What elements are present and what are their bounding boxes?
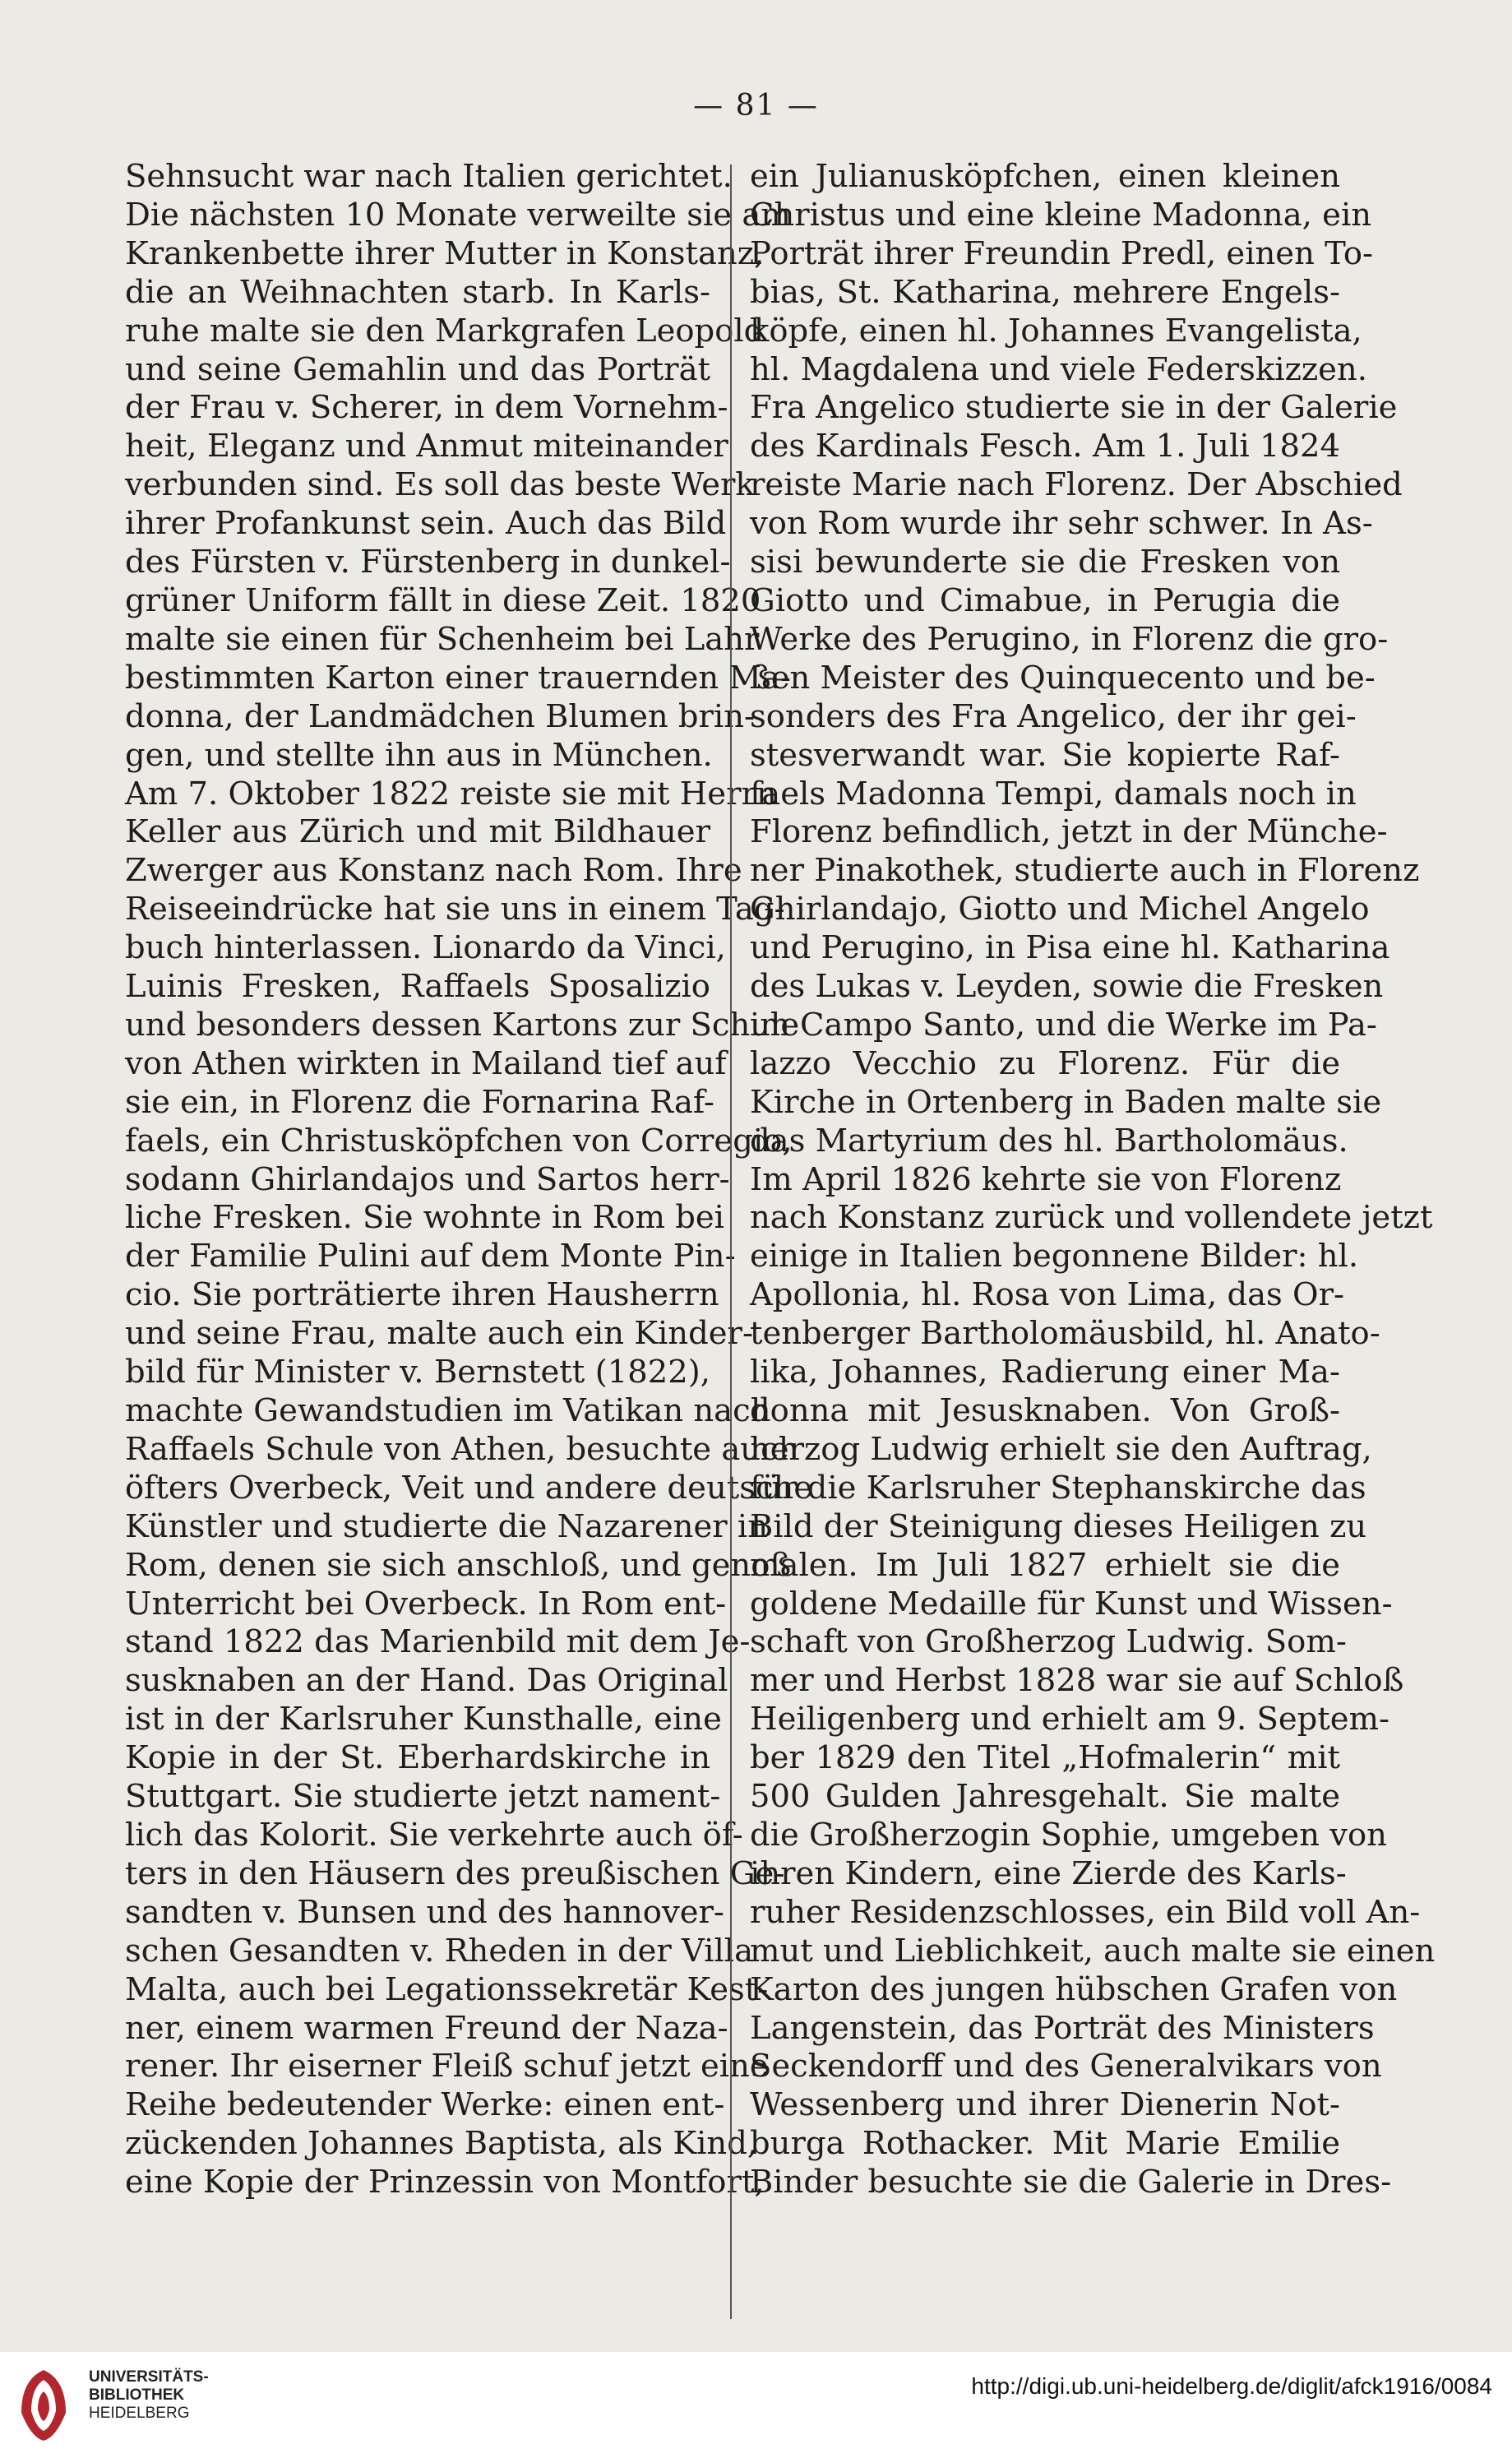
text-line: donna, der Landmädchen Blumen brin- [125, 697, 756, 735]
text-line: Porträt ihrer Freundin Predl, einen To- [750, 234, 1374, 272]
text-line: und Perugino, in Pisa eine hl. Katharina [750, 929, 1390, 967]
text-line: einige in Italien begonnene Bilder: hl. [750, 1238, 1359, 1275]
text-line: die an Weihnachten starb. In Karls- [125, 273, 710, 311]
text-line: machte Gewandstudien im Vatikan nach [125, 1392, 771, 1429]
text-line: verbunden sind. Es soll das beste Werk [125, 466, 755, 504]
text-line: sodann Ghirlandajos und Sartos herr- [125, 1160, 730, 1198]
text-line: liche Fresken. Sie wohnte in Rom bei [125, 1199, 724, 1237]
text-line: malte sie einen für Schenheim bei Lahr [125, 620, 760, 658]
text-line: bias, St. Katharina, mehrere Engels- [750, 273, 1340, 311]
text-line: Reiseeindrücke hat sie uns in einem Tag- [125, 891, 785, 928]
text-line: die Großherzogin Sophie, umgeben von [750, 1816, 1387, 1854]
text-line: gen, und stellte ihn aus in München. [125, 736, 713, 774]
text-line: rener. Ihr eiserner Fleiß schuf jetzt eine [125, 2048, 769, 2085]
text-line: goldene Medaille für Kunst und Wissen- [750, 1585, 1393, 1622]
text-line: stesverwandt war. Sie kopierte Raf- [750, 736, 1340, 774]
text-line: ihrer Profankunst sein. Auch das Bild [125, 505, 727, 543]
text-line: der Frau v. Scherer, in dem Vornehm- [125, 389, 728, 427]
text-line: ist in der Karlsruher Kunsthalle, eine [125, 1701, 722, 1738]
text-line: nach Konstanz zurück und vollendete jetzt [750, 1199, 1433, 1237]
column-divider [730, 164, 732, 2319]
text-line: Am 7. Oktober 1822 reiste sie mit Herrn [125, 775, 777, 812]
text-line: mut und Lieblichkeit, auch malte sie einen [750, 1932, 1436, 1970]
text-line: Karton des jungen hübschen Grafen von [750, 1970, 1398, 2008]
text-line: des Lukas v. Leyden, sowie die Fresken [750, 968, 1384, 1006]
text-line: ßen Meister des Quinquecento und be- [750, 659, 1376, 697]
text-line: grüner Uniform fällt in diese Zeit. 1820 [125, 581, 761, 619]
library-name-line1: UNIVERSITÄTS- [89, 2368, 209, 2386]
text-line: ihren Kindern, eine Zierde des Karls- [750, 1854, 1347, 1892]
text-line: sie ein, in Florenz die Fornarina Raf- [125, 1083, 714, 1121]
library-name-line3: HEIDELBERG [89, 2405, 190, 2422]
text-line: stand 1822 das Marienbild mit dem Je- [125, 1623, 751, 1661]
text-line: donna mit Jesusknaben. Von Groß- [750, 1392, 1340, 1429]
text-line: im Campo Santo, und die Werke im Pa- [750, 1006, 1377, 1044]
text-line: Stuttgart. Sie studierte jetzt nament- [125, 1778, 721, 1816]
text-line: burga Rothacker. Mit Marie Emilie [750, 2125, 1340, 2163]
text-line: Zwerger aus Konstanz nach Rom. Ihre [125, 852, 742, 890]
text-line: bild für Minister v. Bernstett (1822), [125, 1354, 710, 1391]
text-column-left [125, 158, 813, 2329]
text-line: cio. Sie porträtierte ihren Hausherrn [125, 1276, 719, 1314]
text-line: köpfe, einen hl. Johannes Evangelista, [750, 312, 1362, 349]
text-line: und seine Gemahlin und das Porträt [125, 350, 710, 388]
text-line: herzog Ludwig erhielt sie den Auftrag, [750, 1430, 1372, 1468]
text-line: Malta, auch bei Legationssekretär Kest- [125, 1970, 769, 2008]
text-line: mer und Herbst 1828 war sie auf Schloß [750, 1662, 1404, 1700]
text-line: von Rom wurde ihr sehr schwer. In As- [750, 505, 1373, 543]
text-line: eine Kopie der Prinzessin von Montfort, [125, 2164, 765, 2201]
text-line: Die nächsten 10 Monate verweilte sie am [125, 196, 791, 234]
text-line: Raffaels Schule von Athen, besuchte auch [125, 1430, 799, 1468]
text-line: Sehnsucht war nach Italien gerichtet. [125, 158, 733, 195]
text-line: Wessenberg und ihrer Dienerin Not- [750, 2086, 1340, 2124]
text-line: ters in den Häusern des preußischen Ge- [125, 1854, 785, 1892]
text-line: ner Pinakothek, studierte auch in Florenz [750, 852, 1420, 890]
text-line: Krankenbette ihrer Mutter in Konstanz, [125, 234, 765, 272]
text-line: ruher Residenzschlosses, ein Bild voll An- [750, 1893, 1421, 1931]
text-line: Giotto und Cimabue, in Perugia die [750, 581, 1340, 619]
text-line: schen Gesandten v. Rheden in der Villa [125, 1932, 754, 1970]
text-line: Reihe bedeutender Werke: einen ent- [125, 2086, 725, 2124]
text-line: das Martyrium des hl. Bartholomäus. [750, 1122, 1348, 1160]
text-line: Bild der Steinigung dieses Heiligen zu [750, 1507, 1367, 1545]
text-line: Fra Angelico studierte sie in der Galerie [750, 389, 1398, 427]
text-line: heit, Eleganz und Anmut miteinander [125, 428, 728, 465]
text-line: buch hinterlassen. Lionardo da Vinci, [125, 929, 726, 967]
text-line: des Kardinals Fesch. Am 1. Juli 1824 [750, 428, 1340, 465]
text-line: Seckendorff und des Generalvikars von [750, 2048, 1382, 2085]
text-line: ner, einem warmen Freund der Naza- [125, 2009, 728, 2047]
text-line: Werke des Perugino, in Florenz die gro- [750, 620, 1389, 658]
text-line: susknaben an der Hand. Das Original [125, 1662, 728, 1700]
text-line: ein Julianusköpfchen, einen kleinen [750, 158, 1340, 195]
text-line: Kopie in der St. Eberhardskirche in [125, 1739, 710, 1777]
text-line: lika, Johannes, Radierung einer Ma- [750, 1354, 1340, 1391]
text-line: Florenz befindlich, jetzt in der Münche- [750, 813, 1388, 851]
text-line: Binder besuchte sie die Galerie in Dres- [750, 2164, 1392, 2201]
text-line: ber 1829 den Titel „Hofmalerin“ mit [750, 1739, 1340, 1777]
text-line: lazzo Vecchio zu Florenz. Für die [750, 1044, 1340, 1082]
text-line: sandten v. Bunsen und des hannover- [125, 1893, 724, 1931]
text-line: faels Madonna Tempi, damals noch in [750, 775, 1357, 812]
text-line: und besonders dessen Kartons zur Schule [125, 1006, 800, 1044]
library-logo-icon [15, 2363, 72, 2444]
text-line: Keller aus Zürich und mit Bildhauer [125, 813, 710, 851]
text-line: Im April 1826 kehrte sie von Florenz [750, 1160, 1342, 1198]
text-line: hl. Magdalena und viele Federskizzen. [750, 350, 1367, 388]
text-line: malen. Im Juli 1827 erhielt sie die [750, 1546, 1340, 1584]
text-line: öfters Overbeck, Veit und andere deutsche [125, 1469, 813, 1507]
text-line: faels, ein Christusköpfchen von Corregio, [125, 1122, 793, 1160]
text-line: des Fürsten v. Fürstenberg in dunkel- [125, 544, 731, 581]
text-line: Kirche in Ortenberg in Baden malte sie [750, 1083, 1382, 1121]
text-line: Künstler und studierte die Nazarener in [125, 1507, 768, 1545]
library-name-line2: BIBLIOTHEK [89, 2386, 185, 2404]
text-line: Rom, denen sie sich anschloß, und genoß [125, 1546, 792, 1584]
text-line: Langenstein, das Porträt des Ministers [750, 2009, 1375, 2047]
text-line: bestimmten Karton einer trauernden Ma- [125, 659, 791, 697]
text-line: reiste Marie nach Florenz. Der Abschied [750, 466, 1403, 504]
text-line: der Familie Pulini auf dem Monte Pin- [125, 1238, 736, 1275]
text-line: tenberger Bartholomäusbild, hl. Anato- [750, 1315, 1380, 1353]
source-url-link[interactable]: http://digi.ub.uni-heidelberg.de/diglit/afck1916/0084 [971, 2373, 1492, 2399]
text-line: Christus und eine kleine Madonna, ein [750, 196, 1372, 234]
text-column-right [750, 158, 1436, 2329]
text-line: Unterricht bei Overbeck. In Rom ent- [125, 1585, 727, 1622]
text-line: sisi bewunderte sie die Fresken von [750, 544, 1340, 581]
footer-bar [0, 2352, 1512, 2458]
page-number: — 81 — [693, 89, 819, 123]
text-line: Heiligenberg und erhielt am 9. Septem- [750, 1701, 1390, 1738]
text-line: und seine Frau, malte auch ein Kinder- [125, 1315, 753, 1353]
text-line: Ghirlandajo, Giotto und Michel Angelo [750, 891, 1370, 928]
text-line: für die Karlsruher Stephanskirche das [750, 1469, 1366, 1507]
library-name [89, 2368, 209, 2423]
text-line: ruhe malte sie den Markgrafen Leopold [125, 312, 765, 349]
text-line: zückenden Johannes Baptista, als Kind, [125, 2125, 758, 2163]
text-line: Luinis Fresken, Raffaels Sposalizio [125, 968, 710, 1006]
text-line: schaft von Großherzog Ludwig. Som- [750, 1623, 1347, 1661]
text-line: lich das Kolorit. Sie verkehrte auch öf- [125, 1816, 743, 1854]
text-line: von Athen wirkten in Mailand tief auf [125, 1044, 727, 1082]
text-line: sonders des Fra Angelico, der ihr gei- [750, 697, 1357, 735]
text-line: 500 Gulden Jahresgehalt. Sie malte [750, 1778, 1340, 1816]
text-line: Apollonia, hl. Rosa von Lima, das Or- [750, 1276, 1345, 1314]
